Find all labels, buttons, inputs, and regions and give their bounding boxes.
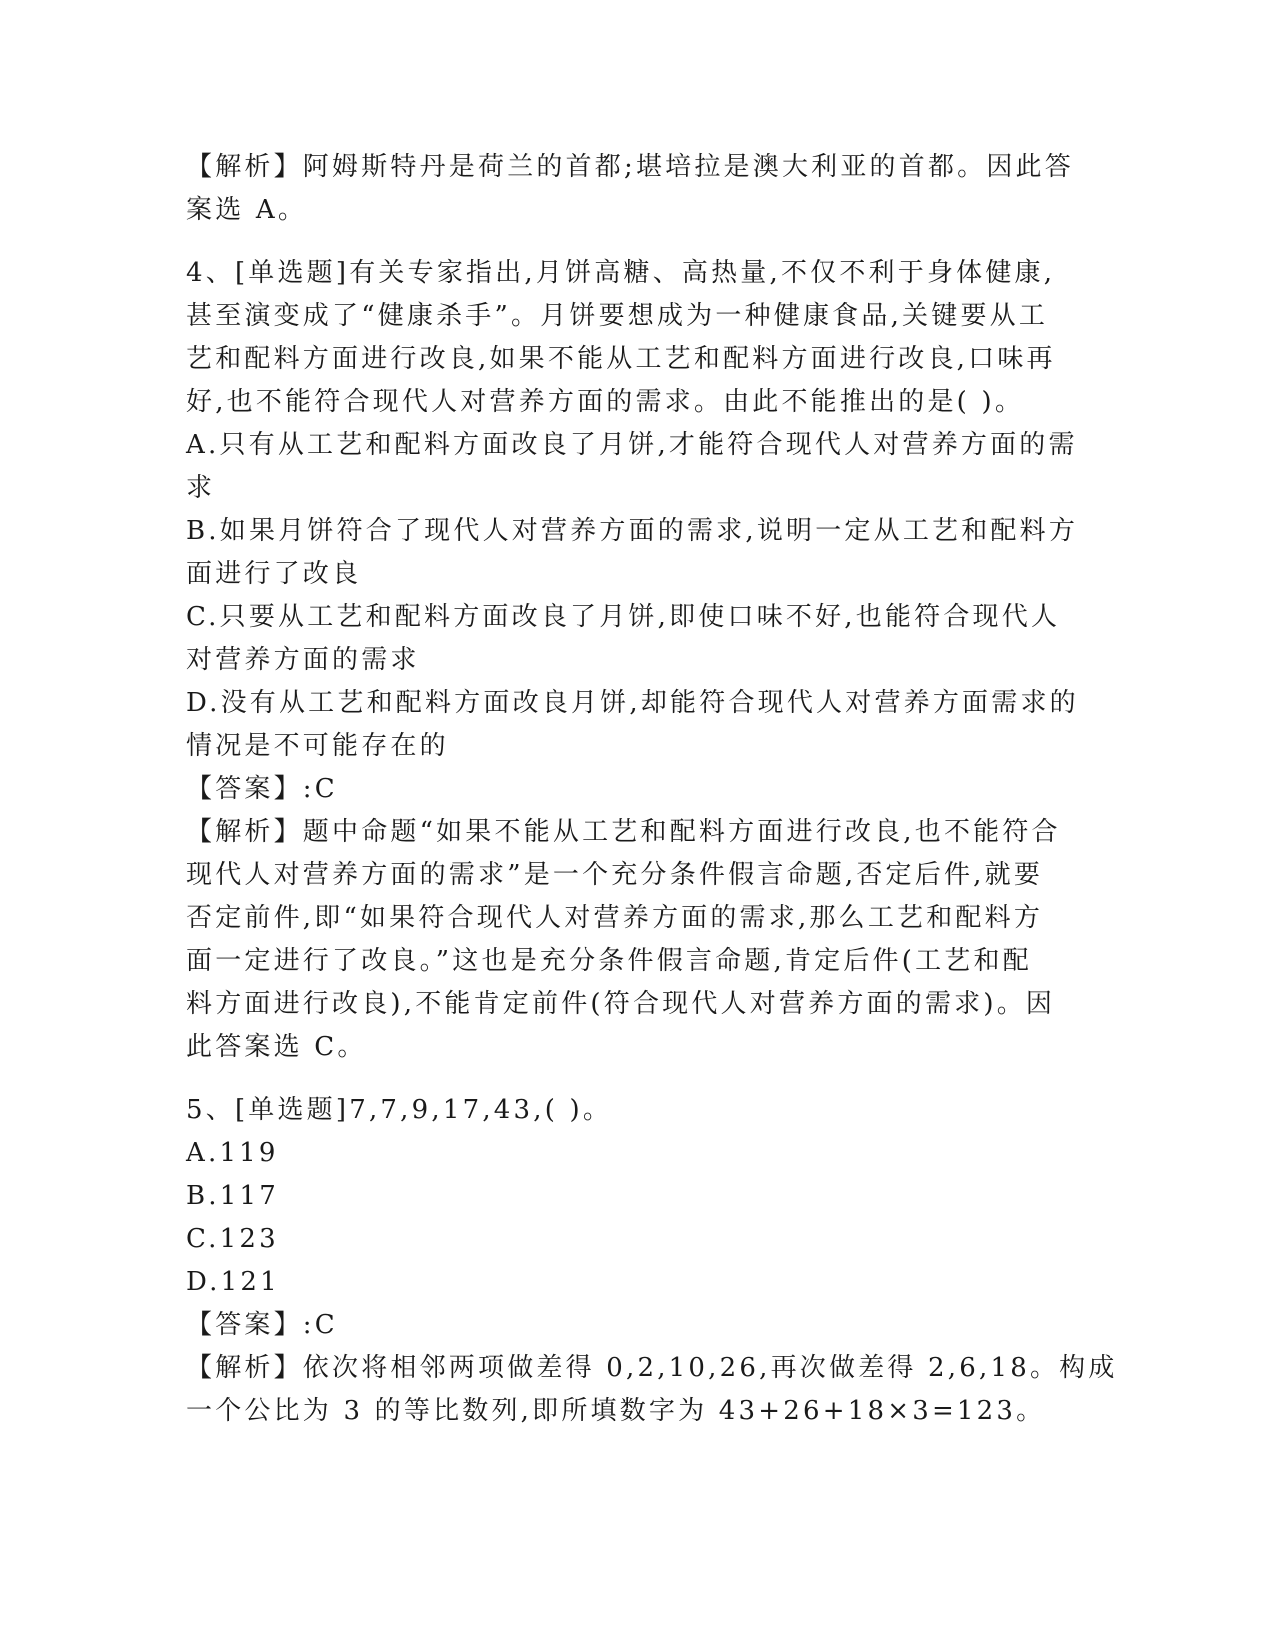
option-b-line: B.如果月饼符合了现代人对营养方面的需求,说明一定从工艺和配料方 xyxy=(186,516,1079,546)
question-stem-line: 5、[单选题]7,7,9,17,43,( )。 xyxy=(186,1095,613,1125)
analysis-block-q3 xyxy=(186,146,1086,232)
analysis-line: 否定前件,即“如果符合现代人对营养方面的需求,那么工艺和配料方 xyxy=(186,903,1044,933)
analysis-line: 面一定进行了改良。”这也是充分条件假言命题,肯定后件(工艺和配 xyxy=(186,946,1032,976)
analysis-line: 【解析】依次将相邻两项做差得 0,2,10,26,再次做差得 2,6,18。构成 xyxy=(186,1353,1118,1383)
text-line: 案选 A。 xyxy=(186,195,308,225)
analysis-line: 此答案选 C。 xyxy=(186,1032,367,1062)
analysis-line: 料方面进行改良),不能肯定前件(符合现代人对营养方面的需求)。因 xyxy=(186,989,1056,1019)
question-stem-line: 好,也不能符合现代人对营养方面的需求。由此不能推出的是( )。 xyxy=(186,387,1025,417)
question-stem-line: 4、[单选题]有关专家指出,月饼高糖、高热量,不仅不利于身体健康, xyxy=(186,258,1056,288)
option-c-line: 对营养方面的需求 xyxy=(186,645,420,675)
question-stem-line: 甚至演变成了“健康杀手”。月饼要想成为一种健康食品,关键要从工 xyxy=(186,301,1049,331)
document-page xyxy=(186,146,1118,1433)
option-b-line: 面进行了改良 xyxy=(186,559,362,589)
option-d-line: D.没有从工艺和配料方面改良月饼,却能符合现代人对营养方面需求的 xyxy=(186,688,1079,718)
answer-line: 【答案】:C xyxy=(186,774,338,804)
text-line: 【解析】阿姆斯特丹是荷兰的首都;堪培拉是澳大利亚的首都。因此答 xyxy=(186,152,1074,182)
analysis-line: 现代人对营养方面的需求”是一个充分条件假言命题,否定后件,就要 xyxy=(186,860,1044,890)
question-block-q5 xyxy=(186,1089,1118,1433)
block-gap xyxy=(186,232,1086,252)
option-c-line: C.123 xyxy=(186,1224,279,1254)
answer-line: 【答案】:C xyxy=(186,1310,338,1340)
analysis-line: 一个公比为 3 的等比数列,即所填数字为 43+26+18×3=123。 xyxy=(186,1396,1046,1426)
analysis-line: 【解析】题中命题“如果不能从工艺和配料方面进行改良,也不能符合 xyxy=(186,817,1061,847)
option-d-line: 情况是不可能存在的 xyxy=(186,731,449,761)
option-d-line: D.121 xyxy=(186,1267,280,1297)
option-a-line: 求 xyxy=(186,473,216,503)
option-a-line: A.119 xyxy=(186,1138,279,1168)
option-c-line: C.只要从工艺和配料方面改良了月饼,即使口味不好,也能符合现代人 xyxy=(186,602,1061,632)
question-block-q4 xyxy=(186,252,1086,1069)
option-a-line: A.只有从工艺和配料方面改良了月饼,才能符合现代人对营养方面的需 xyxy=(186,430,1078,460)
option-b-line: B.117 xyxy=(186,1181,279,1211)
question-stem-line: 艺和配料方面进行改良,如果不能从工艺和配料方面进行改良,口味再 xyxy=(186,344,1056,374)
block-gap xyxy=(186,1069,1086,1089)
